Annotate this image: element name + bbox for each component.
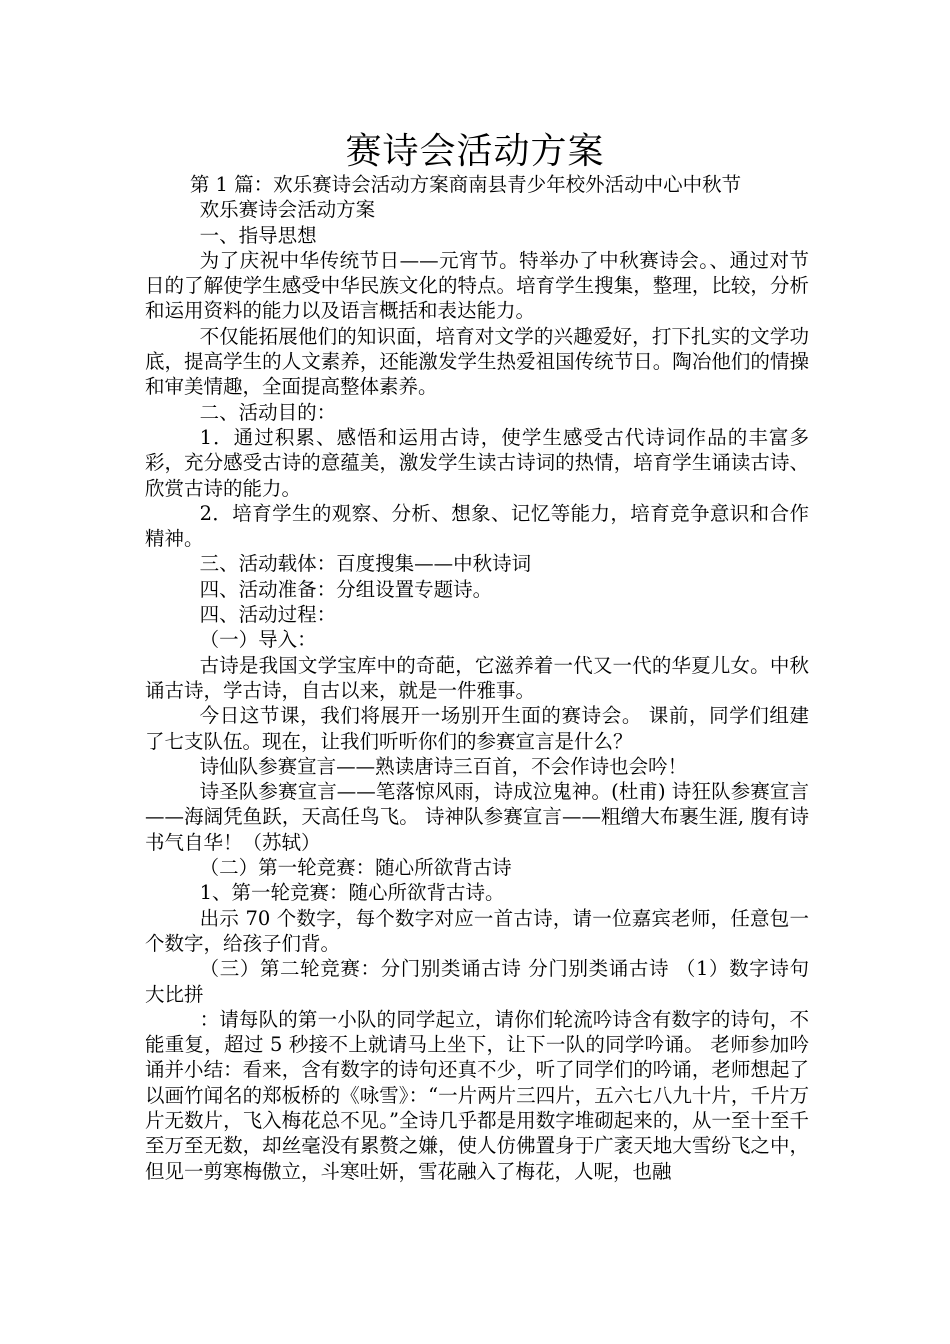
section-heading: 四、活动过程： bbox=[199, 603, 337, 627]
section-heading: 四、活动准备：分组设置专题诗。 bbox=[199, 577, 493, 601]
paragraph: 1．通过积累、感悟和运用古诗，使学生感受古代诗词作品的丰富多彩，充分感受古诗的意蕴美，激发学生读古诗词的热情，培育学生诵读古诗、欣赏古诗的能力。 bbox=[145, 425, 809, 500]
paragraph: 出示 70 个数字，每个数字对应一首古诗，请一位嘉宾老师，任意包一个数字，给孩子们背。 bbox=[145, 906, 809, 955]
subtitle: 欢乐赛诗会活动方案 bbox=[199, 198, 376, 222]
paragraph: 诗仙队参赛宣言——熟读唐诗三百首，不会作诗也会吟！ bbox=[199, 754, 688, 778]
paragraph: ：请每队的第一小队的同学起立，请你们轮流吟诗含有数字的诗句，不能重复，超过 5 秒接不上就请马上坐下，让下一队的同学吟诵。 老师参加吟诵并小结：看来，含有数字的诗句还真不少，听了同学们的吟诵，老师想起了以画竹闻名的郑板桥的《咏雪》：“一片两片三四片，五六七八九十片，千片万片无数片，飞入梅花总不见。”全诗几乎都是用数字堆砌起来的，从一至十至千至万至无数，却丝毫没有累赘之嫌，使人仿佛置身于广袤天地大雪纷飞之中，但见一剪寒梅傲立，斗寒吐妍，雪花融入了梅花，人呢，也融 bbox=[145, 1007, 809, 1183]
paragraph: 不仅能拓展他们的知识面，培育对文学的兴趣爱好，打下扎实的文学功底，提高学生的人文素养，还能激发学生热爱祖国传统节日。陶冶他们的情操和审美情趣，全面提高整体素养。 bbox=[145, 324, 809, 399]
section-heading: 二、活动目的： bbox=[199, 400, 337, 424]
paragraph: 2．培育学生的观察、分析、想象、记忆等能力，培育竞争意识和合作精神。 bbox=[145, 501, 809, 551]
paragraph: 为了庆祝中华传统节日——元宵节。特举办了中秋赛诗会。、通过对节日的了解使学生感受中华民族文化的特点。培育学生搜集，整理，比较，分析和运用资料的能力以及语言概括和表达能力。 bbox=[145, 248, 809, 323]
section-heading: 一、指导思想 bbox=[199, 223, 317, 247]
subsection-heading: （二）第一轮竞赛：随心所欲背古诗 bbox=[199, 856, 512, 880]
document-title: 赛诗会活动方案 bbox=[345, 131, 605, 172]
subsection-heading: （一）导入： bbox=[199, 628, 317, 652]
subsection-heading: （三）第二轮竞赛：分门别类诵古诗 分门别类诵古诗 （1）数字诗句大比拼 bbox=[145, 957, 809, 1006]
paragraph: 今日这节课，我们将展开一场别开生面的赛诗会。 课前，同学们组建了七支队伍。现在，让我们听听你们的参赛宣言是什么？ bbox=[145, 704, 809, 753]
paragraph: 诗圣队参赛宣言——笔落惊风雨，诗成泣鬼神。(杜甫) 诗狂队参赛宣言——海阔凭鱼跃，天高任鸟飞。 诗神队参赛宣言——粗缯大布裹生涯, 腹有诗书气自华！（苏轼） bbox=[145, 780, 809, 854]
paragraph: 1、第一轮竞赛：随心所欲背古诗。 bbox=[199, 881, 505, 905]
paragraph: 古诗是我国文学宝库中的奇葩，它滋养着一代又一代的华夏儿女。中秋诵古诗，学古诗，自古以来，就是一件雅事。 bbox=[145, 653, 809, 702]
section-heading: 三、活动载体：百度搜集——中秋诗词 bbox=[199, 552, 532, 576]
document-body bbox=[145, 172, 809, 1184]
article-heading: 第 1 篇：欢乐赛诗会活动方案商南县青少年校外活动中心中秋节 bbox=[189, 173, 742, 196]
